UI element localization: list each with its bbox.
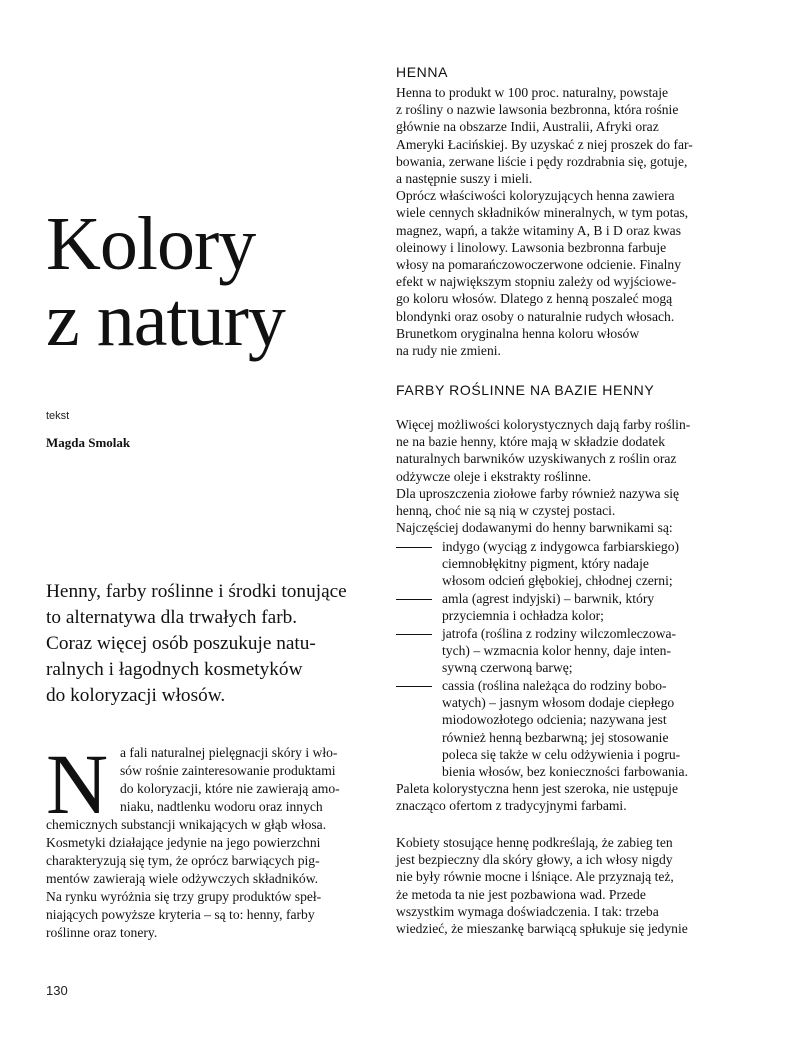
- text-line: również henną bezbarwną; jej stosowanie: [442, 729, 669, 745]
- text-line: Oprócz właściwości koloryzujących henna zawiera: [396, 188, 675, 204]
- text-line: włosom odcień głębokiej, chłodnej czerni;: [442, 573, 673, 589]
- intro-line: mentów zawierają wiele odżywczych składników.: [46, 871, 319, 886]
- text-line: jatrofa (roślina z rodziny wilczomleczowa-: [442, 626, 677, 641]
- intro-line: do koloryzacji, które nie zawierają amo-: [120, 781, 340, 796]
- text-line: poleca się także w celu odżywienia i pogru-: [442, 746, 681, 762]
- text-line: na rudy nie zmieni.: [396, 343, 501, 359]
- closing-paragraph: [396, 834, 726, 937]
- byline-label: tekst: [46, 410, 70, 422]
- text-line: henną, choć nie są nią w czystej postaci.: [396, 503, 616, 519]
- text-line: że metoda ta nie jest pozbawiona wad. Przede: [396, 886, 646, 902]
- text-line: miodowozłotego odcienia; nazywana jest: [442, 712, 667, 728]
- text-line: oleinowy i linolowy. Lawsonia bezbronna farbuje: [396, 239, 667, 255]
- text-line: cassia (roślina należąca do rodziny bobo-: [442, 678, 667, 693]
- text-line: wiedzieć, że mieszankę barwiącą spłukuje się jedynie: [396, 921, 688, 937]
- text-line: przyciemnia i ochładza kolor;: [442, 608, 604, 624]
- lead-line: ralnych i łagodnych kosmetyków: [46, 659, 303, 680]
- dash-bullet: [396, 599, 432, 600]
- lead-paragraph: [46, 579, 376, 709]
- intro-line: roślinne oraz tonery.: [46, 925, 158, 940]
- page-number: 130: [46, 983, 68, 998]
- text-line: Kobiety stosujące hennę podkreślają, że zabieg ten: [396, 835, 673, 850]
- text-line: włosy na pomarańczowoczerwone odcienie. Finalny: [396, 257, 681, 273]
- text-line: wszystkim wymaga doświadczenia. I tak: trzeba: [396, 903, 659, 919]
- lead-line: to alternatywa dla trwałych farb.: [46, 607, 298, 628]
- dash-bullet: [396, 634, 432, 635]
- text-line: blondynki oraz osoby o naturalnie rudych włosach.: [396, 308, 675, 324]
- list-item-cassia: [396, 677, 726, 780]
- farby-paragraph: [396, 416, 726, 536]
- intro-line: sów rośnie zainteresowanie produktami: [120, 763, 336, 778]
- text-line: watych) – jasnym włosom dodaje ciepłego: [442, 695, 675, 711]
- text-line: Więcej możliwości kolorystycznych dają farby roślin-: [396, 417, 691, 432]
- section-heading-farby: FARBY ROŚLINNE NA BAZIE HENNY: [396, 382, 655, 398]
- text-line: nie były równie mocne i lśniące. Ale przyznają też,: [396, 869, 674, 885]
- intro-line: Kosmetyki działające jedynie na jego powierzchni: [46, 835, 321, 850]
- text-line: Dla uproszczenia ziołowe farby również nazywa się: [396, 485, 680, 501]
- text-line: jest bezpieczny dla skóry głowy, a ich włosy nigdy: [396, 852, 673, 868]
- palette-paragraph: [396, 780, 726, 814]
- list-item-jatrofa: [396, 625, 726, 677]
- title-line-1: Kolory: [46, 202, 256, 286]
- dash-bullet: [396, 547, 432, 548]
- list-item-amla: [396, 590, 726, 624]
- text-line: a następnie suszy i mieli.: [396, 171, 533, 187]
- text-line: Najczęściej dodawanymi do henny barwnikami są:: [396, 520, 673, 536]
- intro-line: niaku, nadtlenku wodoru oraz innych: [120, 799, 323, 814]
- intro-line: charakteryzują się tym, że oprócz barwiących pig-: [46, 853, 320, 868]
- text-line: odżywcze oleje i ekstrakty roślinne.: [396, 468, 592, 484]
- text-line: z rośliny o nazwie lawsonia bezbronna, która rośnie: [396, 102, 679, 118]
- text-line: ciemnobłękitny pigment, który nadaje: [442, 556, 649, 572]
- text-line: indygo (wyciąg z indygowca farbiarskiego): [442, 539, 680, 554]
- text-line: efekt w największym stopniu zależy od wyjściowe-: [396, 274, 677, 290]
- text-line: naturalnych barwników uzyskiwanych z roślin oraz: [396, 451, 677, 467]
- text-line: sywną czerwoną barwę;: [442, 660, 573, 676]
- intro-line: chemicznych substancji wnikających w głąb włosa.: [46, 817, 327, 832]
- text-line: tych) – wzmacnia kolor henny, daje inten-: [442, 643, 671, 659]
- text-line: znacząco ofertom z tradycyjnymi farbami.: [396, 798, 627, 814]
- article-title: [46, 202, 376, 362]
- text-line: magnez, wapń, a także witaminy A, B i D oraz kwas: [396, 222, 682, 238]
- section-heading-henna: HENNA: [396, 64, 449, 80]
- list-item-indygo: [396, 538, 726, 590]
- henna-paragraph: [396, 84, 726, 359]
- text-line: Henna to produkt w 100 proc. naturalny, powstaje: [396, 85, 669, 100]
- text-line: głównie na obszarze Indii, Australii, Afryki oraz: [396, 119, 659, 135]
- text-line: bowania, zerwane liście i pędy rozdrabnia się, gotuje,: [396, 153, 688, 169]
- text-line: Paleta kolorystyczna henn jest szeroka, nie ustępuje: [396, 781, 678, 796]
- title-line-2: z natury: [46, 278, 285, 362]
- dash-bullet: [396, 686, 432, 687]
- text-line: ne na bazie henny, które mają w składzie dodatek: [396, 434, 665, 450]
- text-line: Brunetkom oryginalna henna koloru włosów: [396, 325, 640, 341]
- intro-line: a fali naturalnej pielęgnacji skóry i wło-: [120, 745, 338, 760]
- author-name: Magda Smolak: [46, 435, 131, 450]
- intro-line: niających powyższe kryteria – są to: henny, farby: [46, 907, 315, 922]
- lead-line: do koloryzacji włosów.: [46, 685, 226, 706]
- lead-line: Coraz więcej osób poszukuje natu-: [46, 633, 316, 654]
- text-line: Ameryki Łacińskiej. By uzyskać z niej proszek do far-: [396, 136, 693, 152]
- lead-line: Henny, farby roślinne i środki tonujące: [46, 581, 347, 602]
- text-line: go koloru włosów. Dlatego z henną poszaleć mogą: [396, 291, 673, 307]
- drop-cap: N: [46, 736, 109, 832]
- intro-line: Na rynku wyróżnia się trzy grupy produktów speł-: [46, 889, 322, 904]
- text-line: amla (agrest indyjski) – barwnik, który: [442, 591, 655, 606]
- text-line: bienia włosów, bez konieczności farbowania.: [442, 764, 688, 780]
- text-line: wiele cennych składników mineralnych, w tym potas,: [396, 205, 689, 221]
